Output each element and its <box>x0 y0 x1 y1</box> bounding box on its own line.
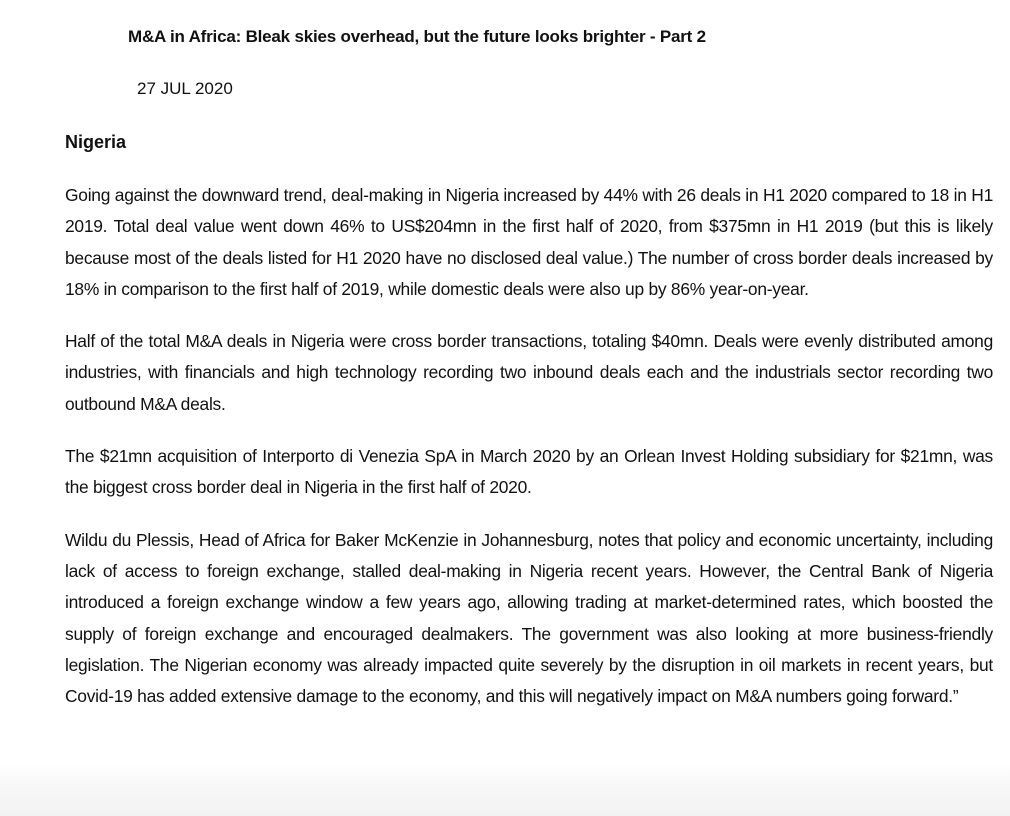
article-date: 27 JUL 2020 <box>137 79 233 98</box>
page-bottom-shadow <box>0 764 1010 816</box>
section-heading: Nigeria <box>65 132 127 152</box>
article-title: M&A in Africa: Bleak skies overhead, but the future looks brighter - Part 2 <box>128 27 706 46</box>
paragraph: Going against the downward trend, deal-making in Nigeria increased by 44% with 26 deals in H1 2020 compared to 18 in H1 2019. Total deal value went down 46% to US$204mn in the first half of 2020, from $375mn in H1 2019 (but this is likely because most of the deals listed for H1 2020 have no disclosed deal value.) The number of cross border deals increased by 18% in comparison to the first half of 2019, while domestic deals were also up by 86% year-on-year. <box>65 185 993 299</box>
paragraph: Half of the total M&A deals in Nigeria were cross border transactions, totaling $40mn. Deals were evenly distributed among industries, with financials and high technology recording two inbound deals each and the industrials sector recording two outbound M&A deals. <box>65 331 993 414</box>
article-body <box>65 180 993 733</box>
paragraph: The $21mn acquisition of Interporto di Venezia SpA in March 2020 by an Orlean Invest Holding subsidiary for $21mn, was the biggest cross border deal in Nigeria in the first half of 2020. <box>65 446 993 498</box>
paragraph: Wildu du Plessis, Head of Africa for Baker McKenzie in Johannesburg, notes that policy and economic uncertainty, including lack of access to foreign exchange, stalled deal-making in Nigeria recent years. However, the Central Bank of Nigeria introduced a foreign exchange window a few years ago, allowing trading at market-determined rates, which boosted the supply of foreign exchange and encouraged dealmakers. The government was also looking at more business-friendly legislation. The Nigerian economy was already impacted quite severely by the disruption in oil markets in recent years, but Covid-19 has added extensive damage to the economy, and this will negatively impact on M&A numbers going forward.” <box>65 529 993 707</box>
